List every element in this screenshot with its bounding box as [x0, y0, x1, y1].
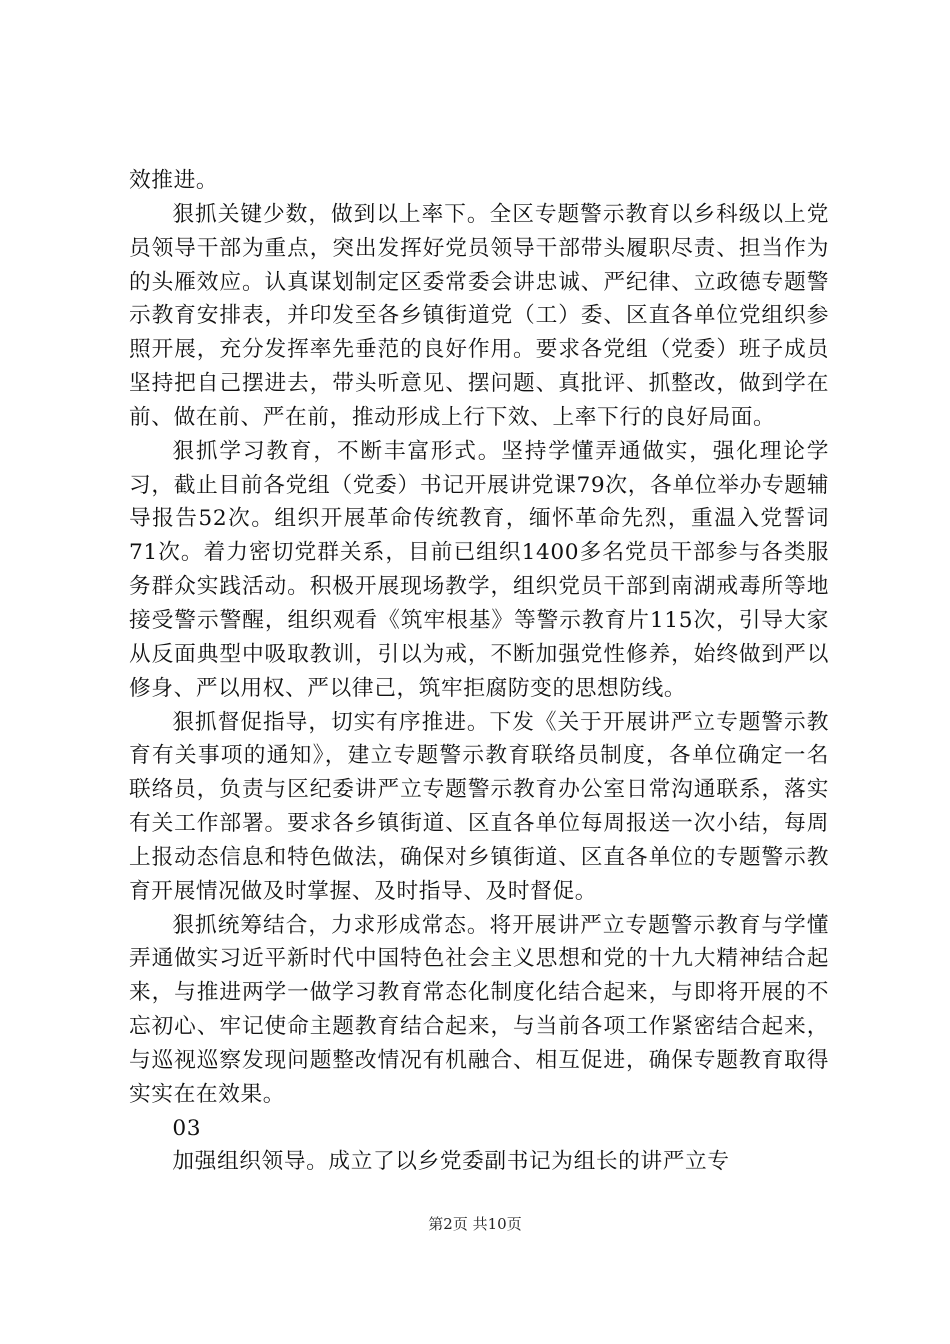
paragraph: 狠抓督促指导，切实有序推进。下发《关于开展讲严立专题警示教育有关事项的通知》，建立专题警示教育联络员制度，各单位确定一名联络员，负责与区纪委讲严立专题警示教育办公室日常沟通联系，落实有关工作部署。要求各乡镇街道、区直各单位每周报送一次小结，每周上报动态信息和特色做法，确保对乡镇街道、区直各单位的专题警示教育开展情况做及时掌握、及时指导、及时督促。	[129, 709, 829, 904]
paragraph: 加强组织领导。成立了以乡党委副书记为组长的讲严立专	[172, 1149, 730, 1175]
page-footer: 第2页 共10页	[428, 1215, 522, 1233]
paragraph: 效推进。	[129, 168, 219, 193]
paragraph: 狠抓学习教育，不断丰富形式。坚持学懂弄通做实，强化理论学习，截止目前各党组（党委）书记开展讲党课79次，各单位举办专题辅导报告52次。组织开展革命传统教育，缅怀革命先烈，重温入党誓词71次。着力密切党群关系，目前已组织1400多名党员干部参与各类服务群众实践活动。积极开展现场教学，组织党员干部到南湖戒毒所等地接受警示警醒，组织观看《筑牢根基》等警示教育片115次，引导大家从反面典型中吸取教训，引以为戒，不断加强党性修养，始终做到严以修身、严以用权、严以律己，筑牢拒腐防变的思想防线。	[129, 438, 829, 701]
paragraph: 狠抓关键少数，做到以上率下。全区专题警示教育以乡科级以上党员领导干部为重点，突出发挥好党员领导干部带头履职尽责、担当作为的头雁效应。认真谋划制定区委常委会讲忠诚、严纪律、立政德专题警示教育安排表，并印发至各乡镇街道党（工）委、区直各单位党组织参照开展，充分发挥率先垂范的良好作用。要求各党组（党委）班子成员坚持把自己摆进去，带头听意见、摆问题、真批评、抓整改，做到学在前、做在前、严在前，推动形成上行下效、上率下行的良好局面。	[129, 201, 829, 430]
paragraph: 狠抓统筹结合，力求形成常态。将开展讲严立专题警示教育与学懂弄通做实习近平新时代中国特色社会主义思想和党的十九大精神结合起来，与推进两学一做学习教育常态化制度化结合起来，与即将开展的不忘初心、牢记使命主题教育结合起来，与当前各项工作紧密结合起来，与巡视巡察发现问题整改情况有机融合、相互促进，确保专题教育取得实实在在效果。	[129, 912, 829, 1107]
section-number: 03	[172, 1115, 202, 1141]
document-body	[129, 164, 829, 1179]
